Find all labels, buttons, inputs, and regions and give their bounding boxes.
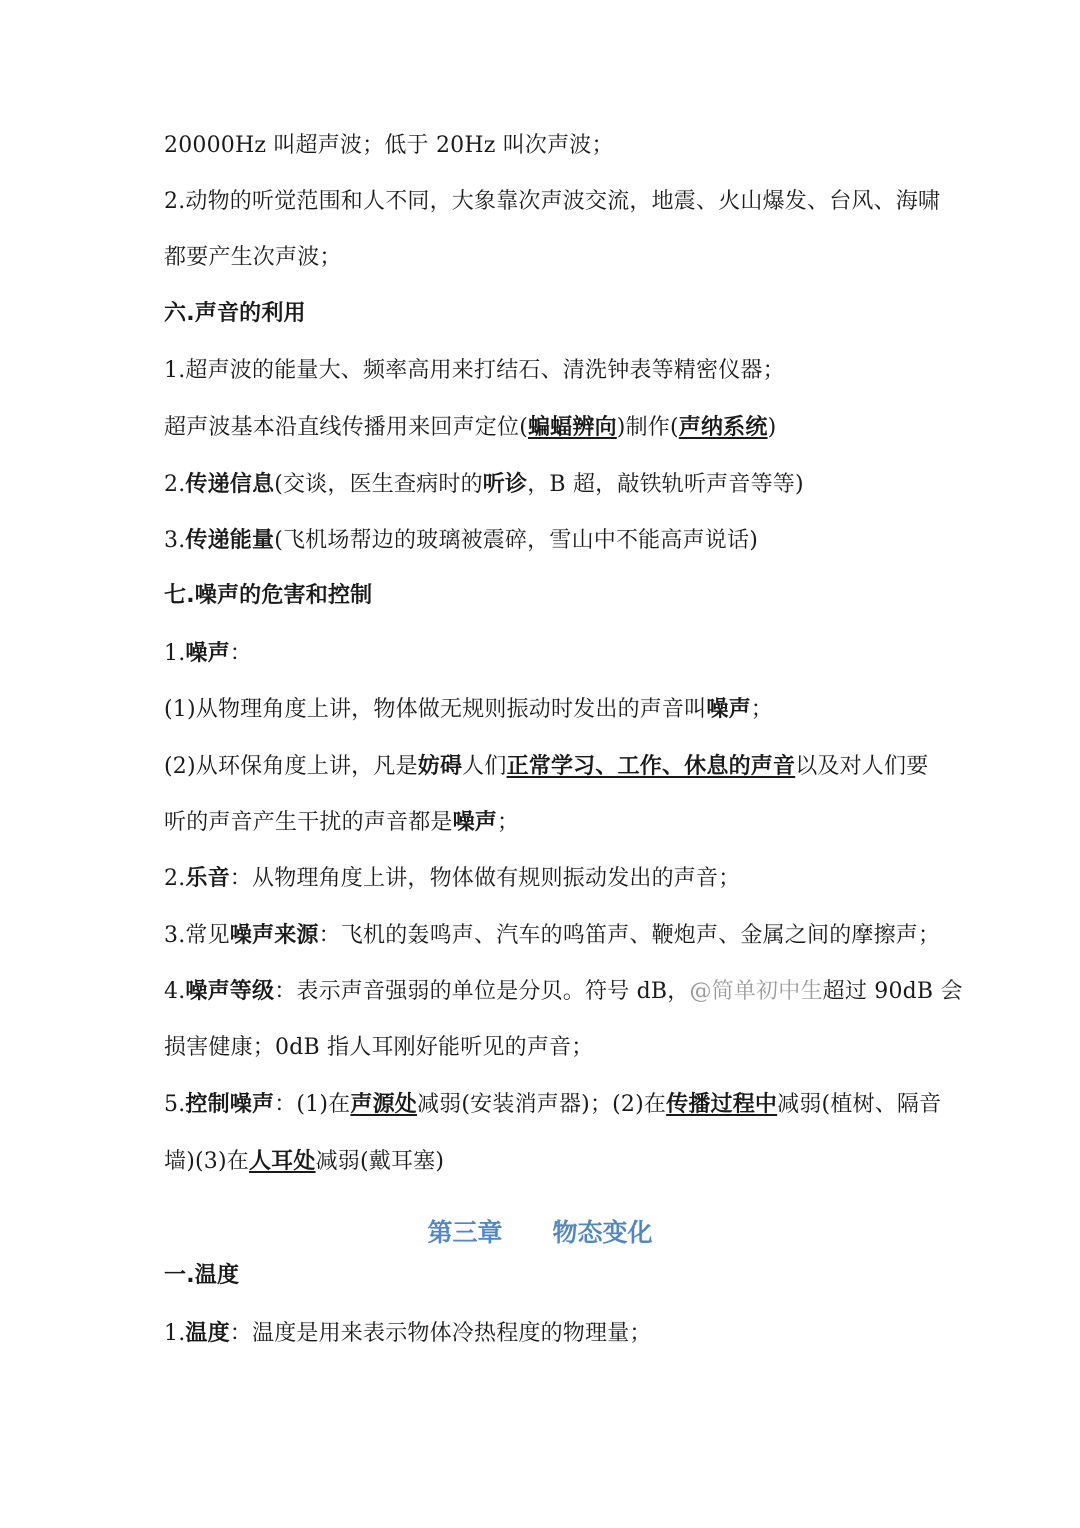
line-text: 3.常见 — [164, 923, 230, 948]
text-line — [164, 187, 941, 217]
text-line — [164, 1318, 934, 1349]
key-term: 传递信息 — [185, 471, 275, 497]
line-text: 减弱(戴耳塞) — [315, 1149, 445, 1174]
text-line — [164, 131, 934, 161]
line-text: 墙)(3)在 — [164, 1149, 249, 1174]
line-text: ：温度是用来表示物体冷热程度的物理量； — [229, 1321, 652, 1346]
key-term: 传播过程中 — [666, 1091, 778, 1117]
line-text: ： — [229, 641, 252, 666]
line-text: 减弱(安装消声器)；(2)在 — [416, 1092, 667, 1117]
line-text: 3. — [164, 528, 186, 553]
line-text: 1. — [164, 641, 186, 666]
section-heading-temperature — [164, 1261, 934, 1291]
key-term: 控制噪声 — [185, 1091, 275, 1117]
section-heading-sound-use — [164, 299, 934, 329]
line-text: (1)从物理角度上讲，物体做无规则振动时发出的声音叫 — [164, 697, 707, 722]
line-text: )制作( — [616, 415, 679, 440]
key-term: 噪声 — [706, 696, 751, 722]
text-line — [164, 920, 941, 951]
text-line — [164, 751, 934, 782]
line-text: 1.超声波的能量大、频率高用来打结石、清洗钟表等精密仪器； — [164, 358, 785, 383]
line-text: 2.动物的听觉范围和人不同，大象靠次声波交流，地震、火山爆发、台风、海啸 — [164, 189, 941, 214]
key-term: 噪声 — [452, 809, 498, 835]
line-text: 都要产生次声波； — [164, 245, 342, 270]
text-line — [164, 525, 934, 556]
text-line — [164, 1146, 934, 1177]
key-term: 听诊 — [482, 471, 528, 497]
line-text: 超过 90dB 会 — [822, 979, 963, 1004]
key-term: 正常学习、工作、休息的声音 — [506, 753, 796, 779]
line-text: ：飞机的轰鸣声、汽车的鸣笛声、鞭炮声、金属之间的摩擦声； — [318, 923, 941, 948]
line-text: 4. — [164, 979, 186, 1004]
line-text: 20000Hz 叫超声波；低于 20Hz 叫次声波； — [164, 133, 614, 158]
line-text: 损害健康；0dB 指人耳刚好能听见的声音； — [164, 1035, 594, 1060]
line-text: ：从物理角度上讲，物体做有规则振动发出的声音； — [229, 866, 741, 891]
key-term: 人耳处 — [248, 1148, 316, 1174]
text-line — [164, 976, 963, 1007]
line-text: 超声波基本沿直线传播用来回声定位( — [164, 415, 528, 440]
chapter-number: 第三章 — [427, 1218, 503, 1247]
line-text: 人们 — [462, 754, 507, 779]
key-term: 妨碍 — [417, 753, 463, 779]
key-term: 声纳系统 — [678, 414, 768, 440]
line-text: 1. — [164, 1321, 186, 1346]
watermark-text: @简单初中生 — [689, 979, 823, 1004]
line-text: 减弱(植树、隔音 — [777, 1092, 942, 1117]
line-text: (交谈，医生查病时的 — [274, 472, 483, 497]
line-text: ：表示声音强弱的单位是分贝。符号 dB， — [274, 979, 690, 1004]
text-line — [164, 412, 934, 443]
line-text: ； — [750, 697, 773, 722]
line-text: ) — [767, 415, 777, 440]
line-text: (飞机场帮边的玻璃被震碎，雪山中不能高声说话) — [274, 528, 758, 553]
section-heading-noise — [164, 581, 934, 611]
key-term: 蝙蝠辨向 — [527, 414, 617, 440]
text-line — [164, 243, 934, 273]
text-line — [164, 356, 934, 386]
line-text: 2. — [164, 866, 186, 891]
line-text: ：(1)在 — [274, 1092, 351, 1117]
heading-text: 七.噪声的危害和控制 — [164, 583, 373, 608]
text-line — [164, 1033, 934, 1063]
heading-text: 六.声音的利用 — [164, 301, 306, 326]
text-line — [164, 1089, 942, 1120]
key-term: 乐音 — [185, 865, 230, 891]
key-term: 噪声来源 — [229, 922, 319, 948]
text-line — [164, 807, 934, 838]
text-line — [164, 638, 934, 669]
chapter-title — [0, 1217, 1080, 1249]
chapter-name: 物态变化 — [552, 1218, 653, 1247]
line-text: 5. — [164, 1092, 186, 1117]
heading-text: 一.温度 — [164, 1263, 240, 1288]
line-text: 2. — [164, 472, 186, 497]
text-line — [164, 469, 934, 500]
key-term: 噪声 — [185, 640, 230, 666]
line-text: 以及对人们要 — [795, 754, 929, 779]
key-term: 噪声等级 — [185, 978, 275, 1004]
line-text: (2)从环保角度上讲，凡是 — [164, 754, 418, 779]
key-term: 温度 — [185, 1320, 230, 1346]
text-line — [164, 863, 934, 894]
key-term: 传递能量 — [185, 527, 275, 553]
line-text: ，B 超，敲铁轨听声音等等) — [527, 472, 804, 497]
key-term: 声源处 — [350, 1091, 417, 1117]
line-text: 听的声音产生干扰的声音都是 — [164, 810, 453, 835]
line-text: ； — [497, 810, 520, 835]
text-line — [164, 694, 934, 725]
